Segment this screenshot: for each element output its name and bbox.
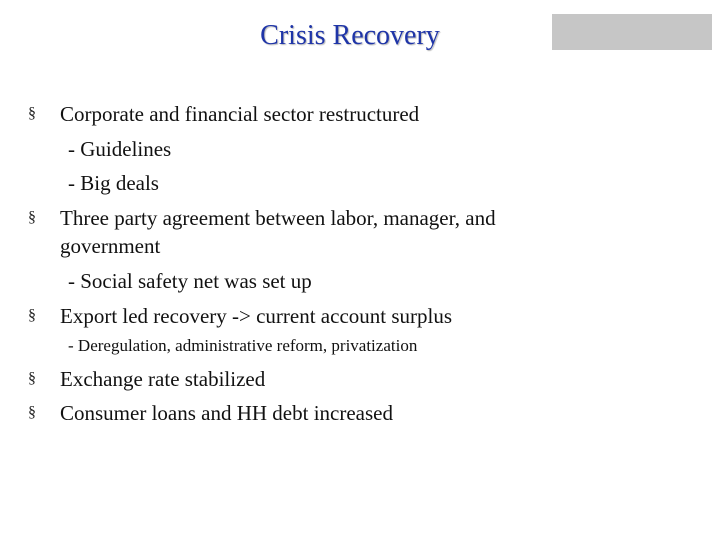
- sub-item-3-1: - Deregulation, administrative reform, privatization: [68, 336, 418, 355]
- bullet-item-1: Corporate and financial sector restructured: [60, 102, 420, 126]
- bullet-item-2-continuation: government: [60, 234, 161, 258]
- bullet-icon: §: [28, 307, 36, 324]
- sub-item-1-1: - Guidelines: [68, 137, 172, 161]
- bullet-item-4: Exchange rate stabilized: [60, 367, 266, 391]
- bullet-item-5: Consumer loans and HH debt increased: [60, 401, 393, 425]
- bullet-icon: §: [28, 209, 36, 226]
- bullet-icon: §: [28, 404, 36, 421]
- bullet-item-2: Three party agreement between labor, manager, and: [60, 206, 496, 230]
- sub-item-1-2: - Big deals: [68, 171, 159, 195]
- sub-item-2-1: - Social safety net was set up: [68, 269, 312, 293]
- bullet-item-3: Export led recovery -> current account surplus: [60, 304, 453, 328]
- bullet-icon: §: [28, 105, 36, 122]
- slide-title: Crisis Recovery: [260, 20, 440, 51]
- bullet-icon: §: [28, 370, 36, 387]
